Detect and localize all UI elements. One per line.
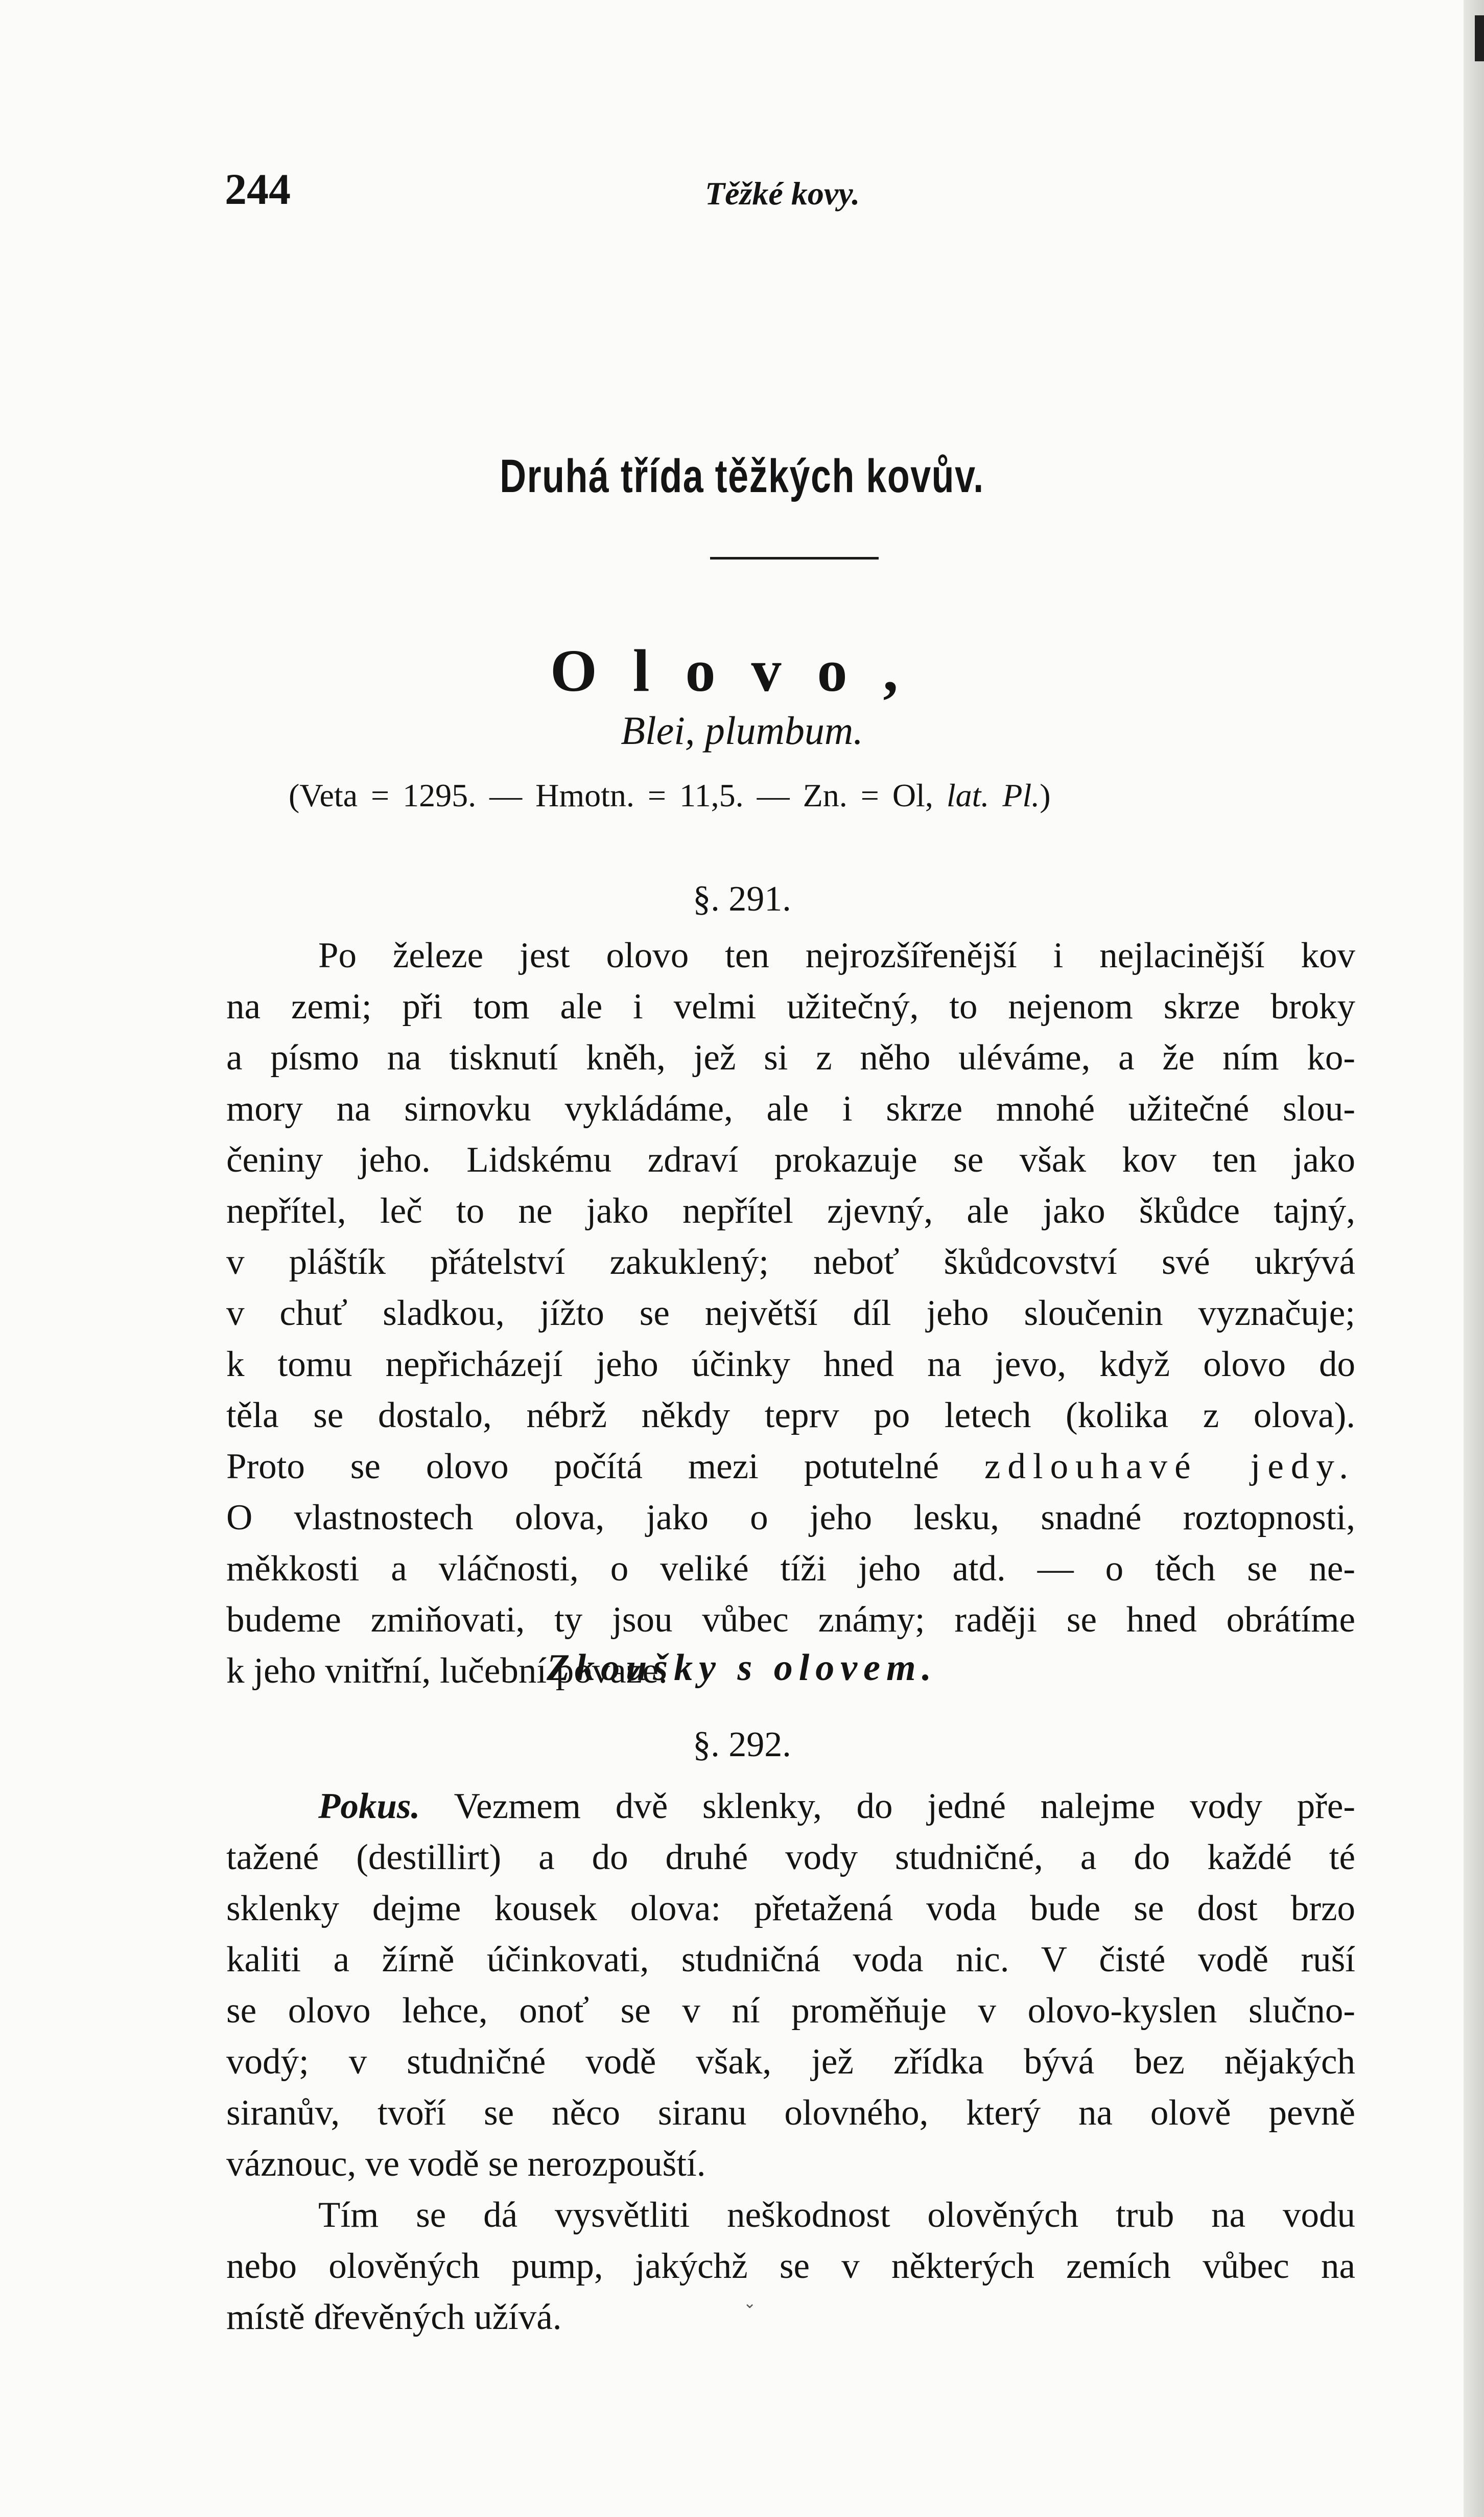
text-line: k jeho vnitřní, lučební povaze.	[226, 1651, 668, 1691]
text-line: měkkosti a vláčnosti, o veliké tíži jeho atd. — o těch se ne-	[226, 1549, 1355, 1589]
paragraph-number-291: §. 291.	[693, 879, 791, 919]
element-title: Olovo,	[550, 637, 934, 704]
text-line: se olovo lehce, onoť se v ní proměňuje v olovo-kyslen slučno-	[226, 1991, 1355, 2031]
text-line: budeme zmiňovati, ty jsou vůbec známy; raději se hned obrátíme	[226, 1600, 1355, 1640]
text-line: na zemi; při tom ale i velmi užitečný, to nejenom skrze broky	[226, 987, 1355, 1027]
text-line	[226, 1781, 1355, 1832]
text-line	[226, 1441, 1355, 1492]
text-line: místě dřevěných užívá.	[226, 2297, 562, 2337]
page-number: 244	[225, 165, 291, 214]
print-speck: ⌄	[743, 2294, 757, 2312]
text-fragment: Proto se olovo počítá mezi potutelné	[226, 1447, 939, 1486]
text-line: mory na sirnovku vykládáme, ale i skrze mnohé užitečné slou-	[226, 1089, 1355, 1129]
element-data-latin: lat. Pl.	[946, 777, 1040, 813]
text-line: čeniny jeho. Lidskému zdraví prokazuje se však kov ten jako	[226, 1140, 1355, 1180]
text-line: v chuť sladkou, jížto se největší díl jeho sloučenin vyznačuje;	[226, 1293, 1355, 1333]
page-edge	[1464, 0, 1484, 2517]
text-line: nebo olověných pump, jakýchž se v některých zemích vůbec na	[226, 2246, 1355, 2286]
text-line: váznouc, ve vodě se nerozpouští.	[226, 2144, 706, 2184]
text-line: k tomu nepřicházejí jeho účinky hned na jevo, když olovo do	[226, 1344, 1355, 1384]
element-data-close: )	[1040, 777, 1051, 813]
subheading: Zkoušky s olovem.	[546, 1647, 938, 1689]
paragraph-number-292: §. 292.	[693, 1725, 791, 1764]
text-line: v pláštík přátelství zakuklený; neboť škůdcovství své ukrývá	[226, 1242, 1355, 1282]
emphasis-spaced: zdlouhavé jedy.	[984, 1447, 1355, 1486]
running-title: Těžké kovy.	[705, 175, 860, 212]
text-line: vodý; v studničné vodě však, jež zřídka bývá bez nějakých	[226, 2042, 1355, 2082]
paragraph-291	[226, 930, 1355, 1696]
element-subtitle: Blei, plumbum.	[621, 708, 863, 753]
edge-mark	[1475, 15, 1484, 61]
paragraph-292	[226, 1781, 1355, 2343]
lead-word: Pokus.	[318, 1786, 420, 1826]
text-line: O vlastnostech olova, jako o jeho lesku, snadné roztopnosti,	[226, 1498, 1355, 1537]
section-heading: Druhá třída těžkých kovův.	[500, 450, 984, 502]
running-head	[225, 164, 1369, 215]
text-line: a písmo na tisknutí kněh, jež si z něho uléváme, a že ním ko-	[226, 1038, 1355, 1078]
text-line: tažené (destillirt) a do druhé vody studničné, a do každé té	[226, 1837, 1355, 1877]
text-fragment: Vezmem dvě sklenky, do jedné nalejme vody pře-	[454, 1786, 1355, 1826]
element-data-main: (Veta = 1295. — Hmotn. = 11,5. — Zn. = Ol,	[289, 777, 933, 813]
text-line: sklenky dejme kousek olova: přetažená voda bude se dost brzo	[226, 1889, 1355, 1928]
text-line: Tím se dá vysvětliti neškodnost olověných trub na vodu	[318, 2195, 1355, 2235]
text-line: kaliti a žírně účinkovati, studničná voda nic. V čisté vodě ruší	[226, 1940, 1355, 1979]
text-line: Po železe jest olovo ten nejrozšířenější i nejlacinější kov	[318, 936, 1355, 975]
text-line: těla se dostalo, nébrž někdy teprv po letech (kolika z olova).	[226, 1395, 1355, 1435]
text-line: nepřítel, leč to ne jako nepřítel zjevný, ale jako škůdce tajný,	[226, 1191, 1355, 1231]
text-line: siranův, tvoří se něco siranu olovného, který na olově pevně	[226, 2093, 1355, 2133]
divider-rule	[710, 557, 879, 560]
element-data-line	[289, 777, 1387, 814]
